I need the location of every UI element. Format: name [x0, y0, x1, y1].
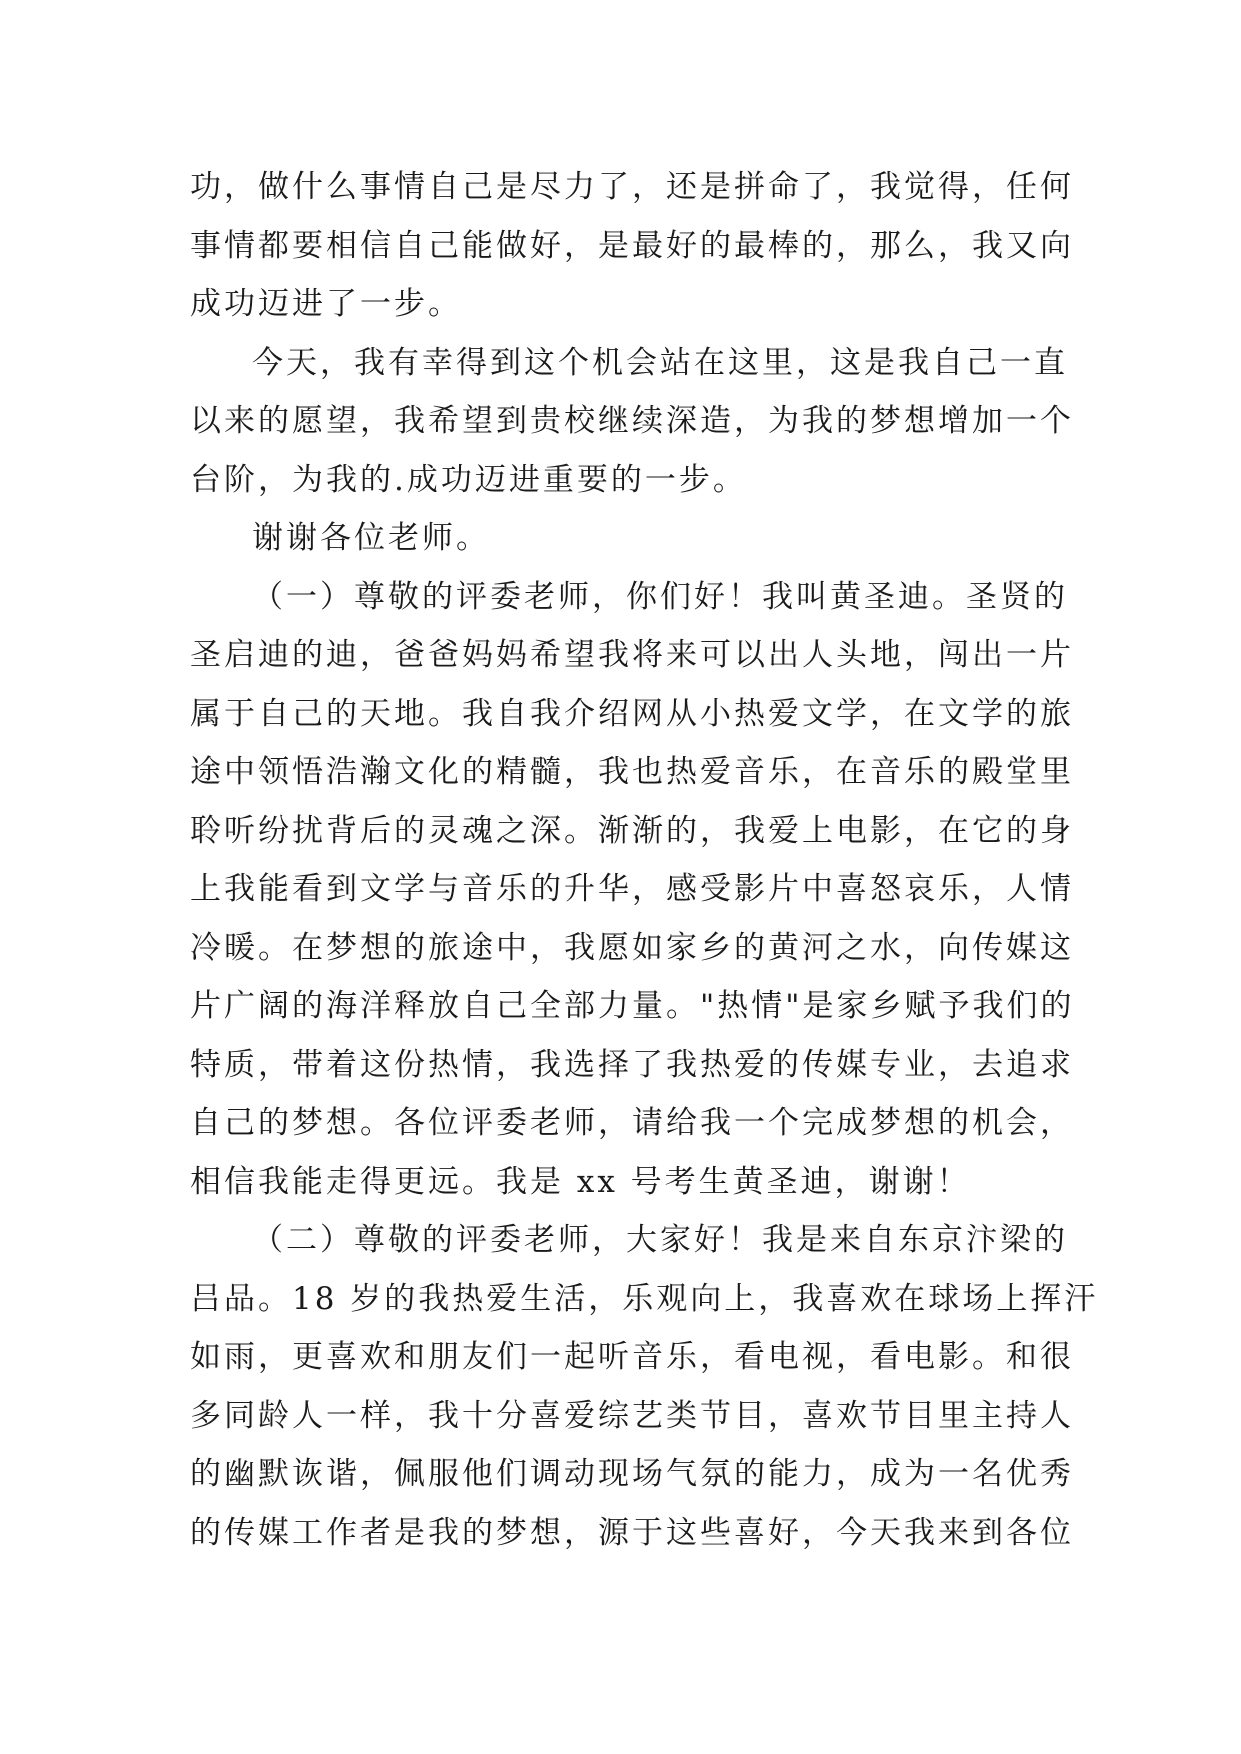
text-line: 台阶，为我的.成功迈进重要的一步。 — [190, 461, 747, 498]
text-line: 聆听纷扰背后的灵魂之深。渐渐的，我爱上电影，在它的身 — [190, 812, 1074, 849]
text-line: 自己的梦想。各位评委老师，请给我一个完成梦想的机会， — [190, 1105, 1074, 1141]
text-line: 吕品。18 岁的我热爱生活，乐观向上，我喜欢在球场上挥汗 — [190, 1280, 1099, 1317]
text-line: 上我能看到文学与音乐的升华，感受影片中喜怒哀乐，人情 — [190, 871, 1074, 907]
text-line: 事情都要相信自己能做好，是最好的最棒的，那么，我又向 — [190, 227, 1074, 264]
paragraph-start-line: （二）尊敬的评委老师，大家好！我是来自东京汴梁的 — [252, 1222, 1068, 1258]
text-line: 片广阔的海洋释放自己全部力量。"热情"是家乡赋予我们的 — [190, 988, 1075, 1024]
text-line: 如雨，更喜欢和朋友们一起听音乐，看电视，看电影。和很 — [190, 1339, 1074, 1375]
document-body — [190, 158, 1099, 1562]
text-line: 圣启迪的迪，爸爸妈妈希望我将来可以出人头地，闯出一片 — [190, 637, 1074, 673]
text-line: 以来的愿望，我希望到贵校继续深造，为我的梦想增加一个 — [190, 403, 1074, 439]
paragraph-start-line: 谢谢各位老师。 — [252, 520, 490, 556]
text-line: 属于自己的天地。我自我介绍网从小热爱文学，在文学的旅 — [190, 695, 1074, 732]
text-line: 的幽默诙谐，佩服他们调动现场气氛的能力，成为一名优秀 — [190, 1456, 1074, 1492]
text-line: 冷暖。在梦想的旅途中，我愿如家乡的黄河之水，向传媒这 — [190, 929, 1074, 966]
paragraph-start-line: （一）尊敬的评委老师，你们好！我叫黄圣迪。圣贤的 — [252, 578, 1068, 615]
text-line: 的传媒工作者是我的梦想，源于这些喜好，今天我来到各位 — [190, 1514, 1074, 1551]
paragraph-start-line: 今天，我有幸得到这个机会站在这里，这是我自己一直 — [252, 344, 1068, 381]
text-line: 相信我能走得更远。我是 xx 号考生黄圣迪，谢谢！ — [190, 1163, 971, 1200]
text-line: 途中领悟浩瀚文化的精髓，我也热爱音乐，在音乐的殿堂里 — [190, 754, 1074, 790]
text-line: 多同龄人一样，我十分喜爱综艺类节目，喜欢节目里主持人 — [190, 1397, 1074, 1434]
text-line: 特质，带着这份热情，我选择了我热爱的传媒专业，去追求 — [190, 1046, 1074, 1083]
text-line: 功，做什么事情自己是尽力了，还是拼命了，我觉得，任何 — [190, 169, 1074, 205]
text-line: 成功迈进了一步。 — [190, 286, 462, 322]
